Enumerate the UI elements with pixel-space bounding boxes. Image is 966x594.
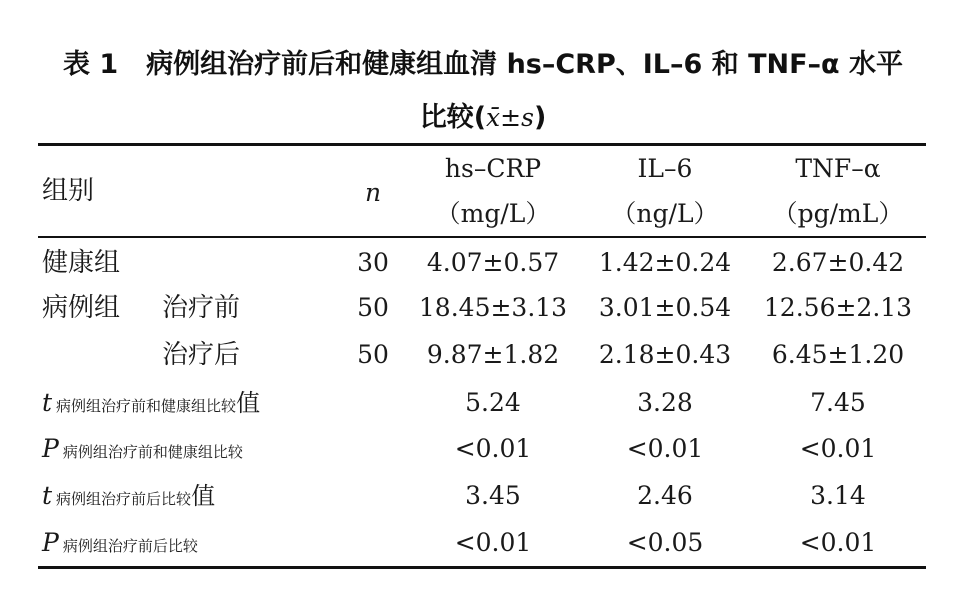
row-case-before-n: 50 <box>357 293 389 322</box>
stat-t-before-vs-after-tnf: 3.14 <box>810 481 866 510</box>
stat-p-before-vs-healthy-label <box>42 434 243 464</box>
header-n: n <box>364 178 382 207</box>
stat-p-before-vs-healthy-tnf: <0.01 <box>799 434 877 463</box>
caption-prefix: 比较( <box>419 102 487 133</box>
stat-p-before-vs-after-il6: <0.05 <box>626 528 704 557</box>
stat-p-before-vs-healthy-crp: <0.01 <box>454 434 532 463</box>
stat-t-before-vs-healthy-tnf: 7.45 <box>810 388 866 417</box>
stat-t-before-vs-healthy-label <box>42 388 260 418</box>
row-healthy-group: 健康组 <box>42 248 121 278</box>
table-caption-continued <box>0 101 966 135</box>
stat-t-before-vs-healthy-il6: 3.28 <box>637 388 693 417</box>
header-il6-unit: （ng/L） <box>611 199 719 228</box>
stat-symbol: t <box>42 481 53 510</box>
stat-subscript: 病例组治疗前后比较 <box>62 537 198 555</box>
header-group: 组别 <box>42 176 95 206</box>
row-case-before-tnf: 12.56±2.13 <box>763 293 913 322</box>
stat-p-before-vs-after-label <box>42 528 198 558</box>
row-healthy-crp: 4.07±0.57 <box>426 248 560 277</box>
row-case-after-crp: 9.87±1.82 <box>426 340 560 369</box>
header-crp-unit: （mg/L） <box>435 199 551 228</box>
stat-p-before-vs-after-crp: <0.01 <box>454 528 532 557</box>
header-il6-name: IL–6 <box>637 154 693 183</box>
stat-symbol: P <box>42 434 59 463</box>
stat-p-before-vs-after-tnf: <0.01 <box>799 528 877 557</box>
table-bottom-rule <box>38 566 926 569</box>
stat-symbol: t <box>42 388 53 417</box>
row-case-after-subgroup: 治疗后 <box>162 340 241 370</box>
row-case-before-subgroup: 治疗前 <box>162 293 241 323</box>
stat-subscript: 病例组治疗前和健康组比较 <box>62 443 243 461</box>
header-tnf-unit: （pg/mL） <box>772 199 904 228</box>
header-crp-name: hs–CRP <box>444 154 542 183</box>
table-header-rule <box>38 236 926 238</box>
row-healthy-tnf: 2.67±0.42 <box>771 248 905 277</box>
caption-suffix: ) <box>533 102 547 133</box>
stat-t-before-vs-after-label <box>42 481 215 511</box>
stat-t-before-vs-after-crp: 3.45 <box>465 481 521 510</box>
stat-suffix: 值 <box>191 482 216 510</box>
stat-t-before-vs-after-il6: 2.46 <box>637 481 693 510</box>
table-title: 病例组治疗前后和健康组血清 hs–CRP、IL–6 和 TNF–α 水平 <box>146 49 904 80</box>
row-case-after-n: 50 <box>357 340 389 369</box>
table-number: 表 1 <box>62 49 119 80</box>
row-case-after-il6: 2.18±0.43 <box>598 340 732 369</box>
header-tnf-name: TNF–α <box>795 154 881 183</box>
row-healthy-n: 30 <box>357 248 389 277</box>
stat-subscript: 病例组治疗前后比较 <box>56 490 192 508</box>
stat-t-before-vs-healthy-crp: 5.24 <box>465 388 521 417</box>
stat-symbol: P <box>42 528 59 557</box>
row-case-after-tnf: 6.45±1.20 <box>771 340 905 369</box>
row-healthy-il6: 1.42±0.24 <box>598 248 732 277</box>
row-case-before-crp: 18.45±3.13 <box>418 293 568 322</box>
table-top-rule <box>38 143 926 146</box>
stat-subscript: 病例组治疗前和健康组比较 <box>56 397 237 415</box>
caption-stat: x̄±s <box>486 103 534 132</box>
stat-suffix: 值 <box>236 389 261 417</box>
table-caption <box>0 48 966 82</box>
row-case-before-il6: 3.01±0.54 <box>598 293 732 322</box>
stat-p-before-vs-healthy-il6: <0.01 <box>626 434 704 463</box>
row-case-group: 病例组 <box>42 293 121 323</box>
